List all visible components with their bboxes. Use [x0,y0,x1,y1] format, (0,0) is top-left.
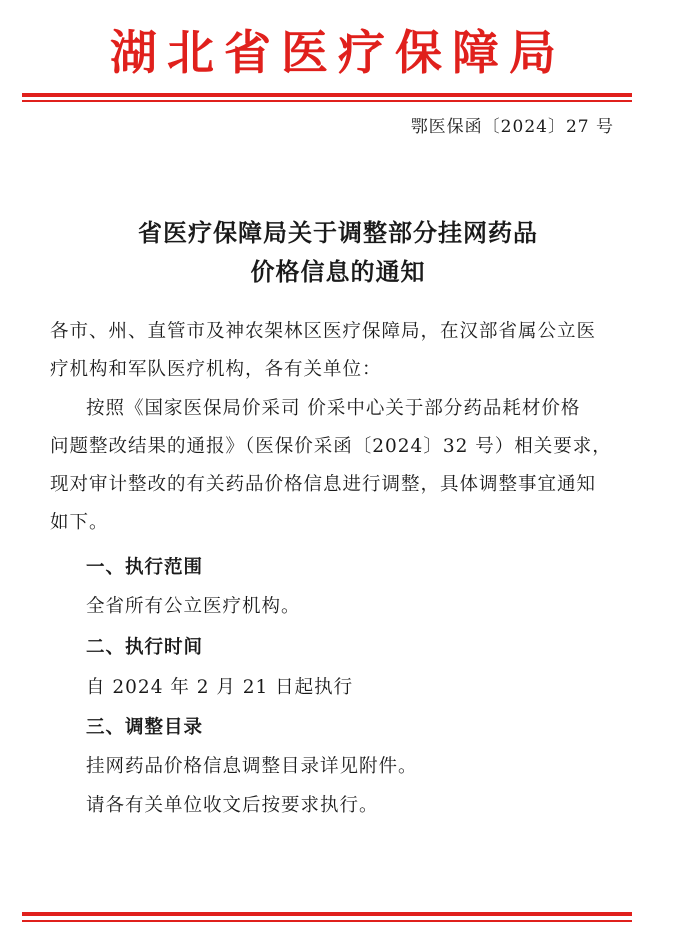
intro-paragraph [50,390,626,542]
section-heading-effective-date: 二、执行时间 [86,637,204,658]
section-heading-scope: 一、执行范围 [86,557,204,578]
addressee-line: 疗机构和军队医疗机构，各有关单位： [50,359,382,380]
footer-rule-thin [22,920,632,922]
document-number: 鄂医保函〔2024〕27 号 [410,117,614,137]
letterhead-rule-thin [22,100,632,102]
addressee-paragraph [50,313,626,389]
section-body-effective-date: 自 2024 年 2 月 21 日起执行 [86,677,354,698]
intro-line: 问题整改结果的通报》（医保价采函〔2024〕32 号）相关要求， [50,436,612,457]
document-title-line-1: 省医疗保障局关于调整部分挂网药品 [138,219,538,247]
section-body-scope: 全省所有公立医疗机构。 [86,596,301,617]
section-heading-adjustment-list: 三、调整目录 [86,717,204,738]
closing-sentence: 请各有关单位收文后按要求执行。 [86,795,379,816]
letterhead-rule-thick [22,93,632,97]
document-title-line-2: 价格信息的通知 [250,258,426,286]
intro-line: 按照《国家医保局价采司 价采中心关于部分药品耗材价格 [86,398,581,419]
intro-line: 现对审计整改的有关药品价格信息进行调整，具体调整事宜通知 [50,474,597,495]
addressee-line: 各市、州、直管市及神农架林区医疗保障局，在汉部省属公立医 [50,321,597,342]
footer-rule-thick [22,912,632,916]
section-body-adjustment-list: 挂网药品价格信息调整目录详见附件。 [86,756,418,777]
letterhead-org-name: 湖北省医疗保障局 [110,26,566,81]
intro-line: 如下。 [50,512,109,533]
